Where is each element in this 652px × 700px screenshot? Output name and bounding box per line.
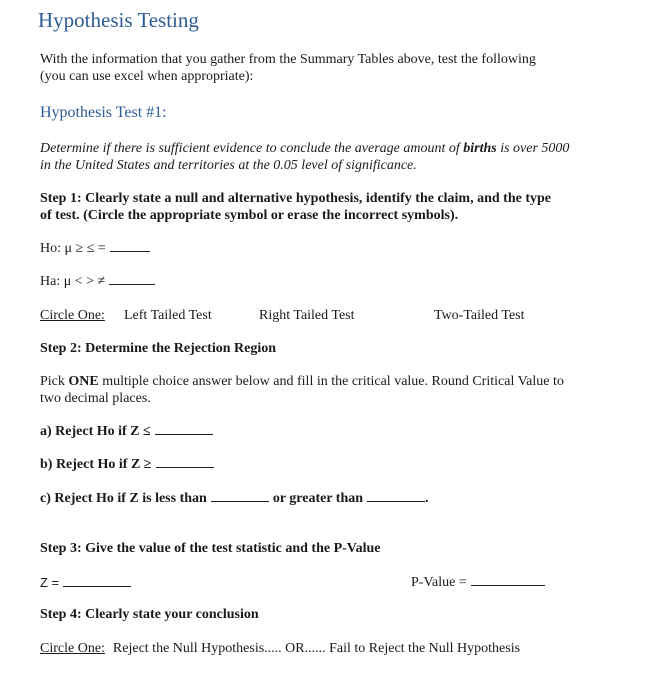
step2-heading: Step 2: Determine the Rejection Region	[40, 341, 276, 356]
p-value-blank[interactable]	[471, 584, 545, 586]
alt-hypothesis-row	[40, 273, 155, 290]
option-c-label: c) Reject Ho if Z is less than	[40, 491, 207, 506]
circle-one-label: Circle One:	[40, 308, 105, 323]
step4-heading: Step 4: Clearly state your conclusion	[40, 607, 259, 622]
intro-line-2: (you can use excel when appropriate):	[40, 69, 254, 84]
step2-instruction-line-2: two decimal places.	[40, 391, 151, 406]
option-b-label: b) Reject Ho if Z ≥	[40, 457, 152, 472]
conclusion-row	[40, 640, 520, 657]
step1-heading-line-2: of test. (Circle the appropriate symbol or erase the incorrect symbols).	[40, 208, 459, 223]
null-hypothesis-label: Ho: μ ≥ ≤ =	[40, 241, 106, 256]
z-statistic-row	[40, 574, 131, 591]
conclusion-options[interactable]: Reject the Null Hypothesis..... OR...... Fail to Reject the Null Hypothesis	[112, 641, 521, 656]
alt-hypothesis-label: Ha: μ < > ≠	[40, 274, 106, 289]
option-a-label: a) Reject Ho if Z ≤	[40, 424, 151, 439]
intro-line-1: With the information that you gather from the Summary Tables above, test the following	[40, 52, 536, 67]
two-tailed-option[interactable]: Two-Tailed Test	[434, 308, 525, 323]
prompt-line-1: Determine if there is sufficient evidence to conclude the average amount of births is over 5000	[40, 141, 570, 156]
p-value-label: P-Value =	[411, 575, 467, 590]
test-heading: Hypothesis Test #1:	[40, 104, 167, 121]
option-c-blank-upper[interactable]	[367, 500, 425, 502]
step2-instruction-line-1: Pick ONE multiple choice answer below and fill in the critical value. Round Critical Value to	[40, 374, 564, 389]
step3-heading: Step 3: Give the value of the test statistic and the P-Value	[40, 541, 381, 556]
page-title: Hypothesis Testing	[38, 8, 199, 32]
prompt-line-2: in the United States and territories at the 0.05 level of significance.	[40, 158, 417, 173]
null-hypothesis-blank[interactable]	[110, 250, 150, 252]
option-c-row: c) Reject Ho if Z is less than or greater than .	[40, 491, 429, 506]
option-a-row	[40, 423, 213, 440]
option-a-blank[interactable]	[155, 433, 213, 435]
z-statistic-label: Z =	[40, 575, 60, 590]
left-tailed-option[interactable]: Left Tailed Test	[124, 308, 212, 323]
null-hypothesis-row	[40, 240, 150, 257]
z-statistic-blank[interactable]	[63, 585, 131, 587]
option-b-row	[40, 456, 214, 473]
step1-heading-line-1: Step 1: Clearly state a null and alternative hypothesis, identify the claim, and the type	[40, 191, 551, 206]
option-b-blank[interactable]	[156, 466, 214, 468]
right-tailed-option[interactable]: Right Tailed Test	[259, 308, 355, 323]
prompt-bold-word: births	[463, 141, 497, 156]
option-c-blank-lower[interactable]	[211, 500, 269, 502]
p-value-row	[411, 574, 545, 591]
conclusion-circle-one-label: Circle One:	[40, 641, 105, 656]
option-c-mid-label: or greater than	[272, 491, 364, 506]
alt-hypothesis-blank[interactable]	[109, 283, 155, 285]
